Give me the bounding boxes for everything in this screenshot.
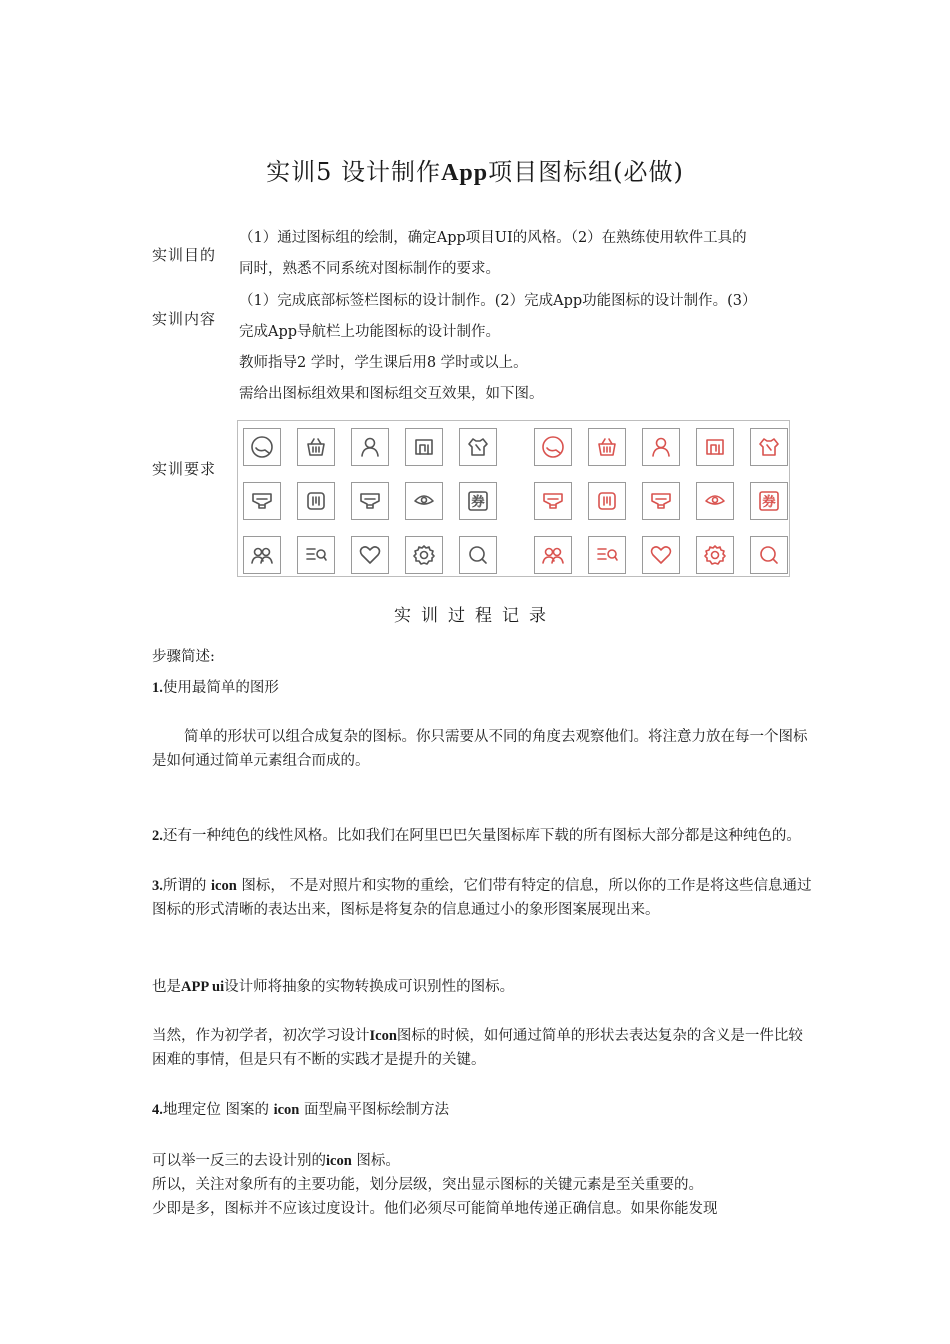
normal-ticket-stripes-icon xyxy=(297,482,335,520)
svg-text:券: 券 xyxy=(471,495,485,510)
content-text: （1）完成底部标签栏图标的设计制作。(2）完成App功能图标的设计制作。(3） 完成App导航栏上功能图标的设计制作。 教师指导2 学时，学生课后用8 学时或以上。 需给出图标组效果和图标组交互效果，如下图。 xyxy=(239,293,757,402)
active-search-list-icon xyxy=(588,536,626,574)
step-3: 3.所谓的 icon 图标， 不是对照片和实物的重绘，它们带有特定的信息，所以你的工作是将这些信息通过图标的形式清晰的表达出来，图标是将复杂的信息通过小的象形图案展现出来。 xyxy=(152,878,812,918)
pocket-icon xyxy=(352,483,388,519)
step-2: 2.还有一种纯色的线性风格。比如我们在阿里巴巴矢量图标库下载的所有图标大部分都是这种纯色的。 xyxy=(152,828,801,844)
ticket-stripes-icon xyxy=(589,483,625,519)
para-less: 少即是多，图标并不应该过度设计。他们必须尽可能简单地传递正确信息。如果你能发现 xyxy=(152,1201,718,1217)
active-user-icon xyxy=(642,428,680,466)
normal-tshirt-icon xyxy=(459,428,497,466)
normal-shop-icon xyxy=(405,428,443,466)
basket-icon xyxy=(298,429,334,465)
shop-icon xyxy=(406,429,442,465)
active-pocket-icon xyxy=(642,482,680,520)
active-eye-icon xyxy=(696,482,734,520)
normal-pocket-icon xyxy=(243,482,281,520)
active-coupon-icon xyxy=(750,482,788,520)
heart-icon xyxy=(352,537,388,573)
tshirt-icon xyxy=(460,429,496,465)
page-title: 实训5 设计制作App项目图标组(必做) xyxy=(266,158,684,186)
normal-search-icon xyxy=(459,536,497,574)
pocket-icon xyxy=(643,483,679,519)
tshirt-icon xyxy=(751,429,787,465)
content-label: 实训内容 xyxy=(152,310,217,328)
requirement-label: 实训要求 xyxy=(152,460,217,478)
active-basket-icon xyxy=(588,428,626,466)
record-title: 实训过程记录 xyxy=(394,606,556,626)
active-shop-icon xyxy=(696,428,734,466)
chat-bubble-icon xyxy=(535,429,571,465)
gear-icon xyxy=(406,537,442,573)
eye-icon xyxy=(406,483,442,519)
svg-text:券: 券 xyxy=(762,495,776,510)
chat-bubble-icon xyxy=(244,429,280,465)
step-4: 4.地理定位 图案的 icon 面型扁平图标绘制方法 xyxy=(152,1102,449,1118)
para-design: 可以举一反三的去设计别的icon 图标。 xyxy=(152,1153,400,1169)
active-ticket-stripes-icon xyxy=(588,482,626,520)
active-tshirt-icon xyxy=(750,428,788,466)
purpose-label: 实训目的 xyxy=(152,246,217,264)
purpose-text: （1）通过图标组的绘制，确定App项目UI的风格。（2）在熟练使用软件工具的 同时，熟悉不同系统对图标制作的要求。 xyxy=(239,230,747,277)
search-list-icon xyxy=(298,537,334,573)
normal-heart-icon xyxy=(351,536,389,574)
normal-coupon-icon xyxy=(459,482,497,520)
shop-icon xyxy=(697,429,733,465)
step-1: 1.使用最简单的图形 xyxy=(152,680,279,696)
pocket-icon xyxy=(244,483,280,519)
gear-icon xyxy=(697,537,733,573)
basket-icon xyxy=(589,429,625,465)
pocket-icon xyxy=(535,483,571,519)
para-beginner: 当然，作为初学者，初次学习设计Icon图标的时候，如何通过简单的形状去表达复杂的含义是一件比较困难的事情，但是只有不断的实践才是提升的关键。 xyxy=(152,1028,803,1068)
ticket-stripes-icon xyxy=(298,483,334,519)
group-icon xyxy=(535,537,571,573)
normal-gear-icon xyxy=(405,536,443,574)
eye-icon xyxy=(697,483,733,519)
normal-pocket-icon xyxy=(351,482,389,520)
user-icon xyxy=(352,429,388,465)
heart-icon xyxy=(643,537,679,573)
normal-search-list-icon xyxy=(297,536,335,574)
active-group-icon xyxy=(534,536,572,574)
normal-chat-bubble-icon xyxy=(243,428,281,466)
steps-label: 步骤简述: xyxy=(152,649,215,665)
search-list-icon xyxy=(589,537,625,573)
normal-user-icon xyxy=(351,428,389,466)
para-focus: 所以，关注对象所有的主要功能，划分层级，突出显示图标的关键元素是至关重要的。 xyxy=(152,1177,703,1193)
coupon-icon xyxy=(460,483,496,519)
coupon-icon xyxy=(751,483,787,519)
normal-basket-icon xyxy=(297,428,335,466)
search-icon xyxy=(751,537,787,573)
active-pocket-icon xyxy=(534,482,572,520)
normal-eye-icon xyxy=(405,482,443,520)
active-gear-icon xyxy=(696,536,734,574)
active-chat-bubble-icon xyxy=(534,428,572,466)
normal-group-icon xyxy=(243,536,281,574)
icon-set-panel xyxy=(237,420,790,577)
para-app-ui: 也是APP ui设计师将抽象的实物转换成可识别性的图标。 xyxy=(152,979,515,995)
group-icon xyxy=(244,537,280,573)
active-search-icon xyxy=(750,536,788,574)
search-icon xyxy=(460,537,496,573)
active-heart-icon xyxy=(642,536,680,574)
user-icon xyxy=(643,429,679,465)
step-1-paragraph: 简单的形状可以组合成复杂的图标。你只需要从不同的角度去观察他们。将注意力放在每一个图标是如何通过简单元素组合而成的。 xyxy=(152,729,808,769)
